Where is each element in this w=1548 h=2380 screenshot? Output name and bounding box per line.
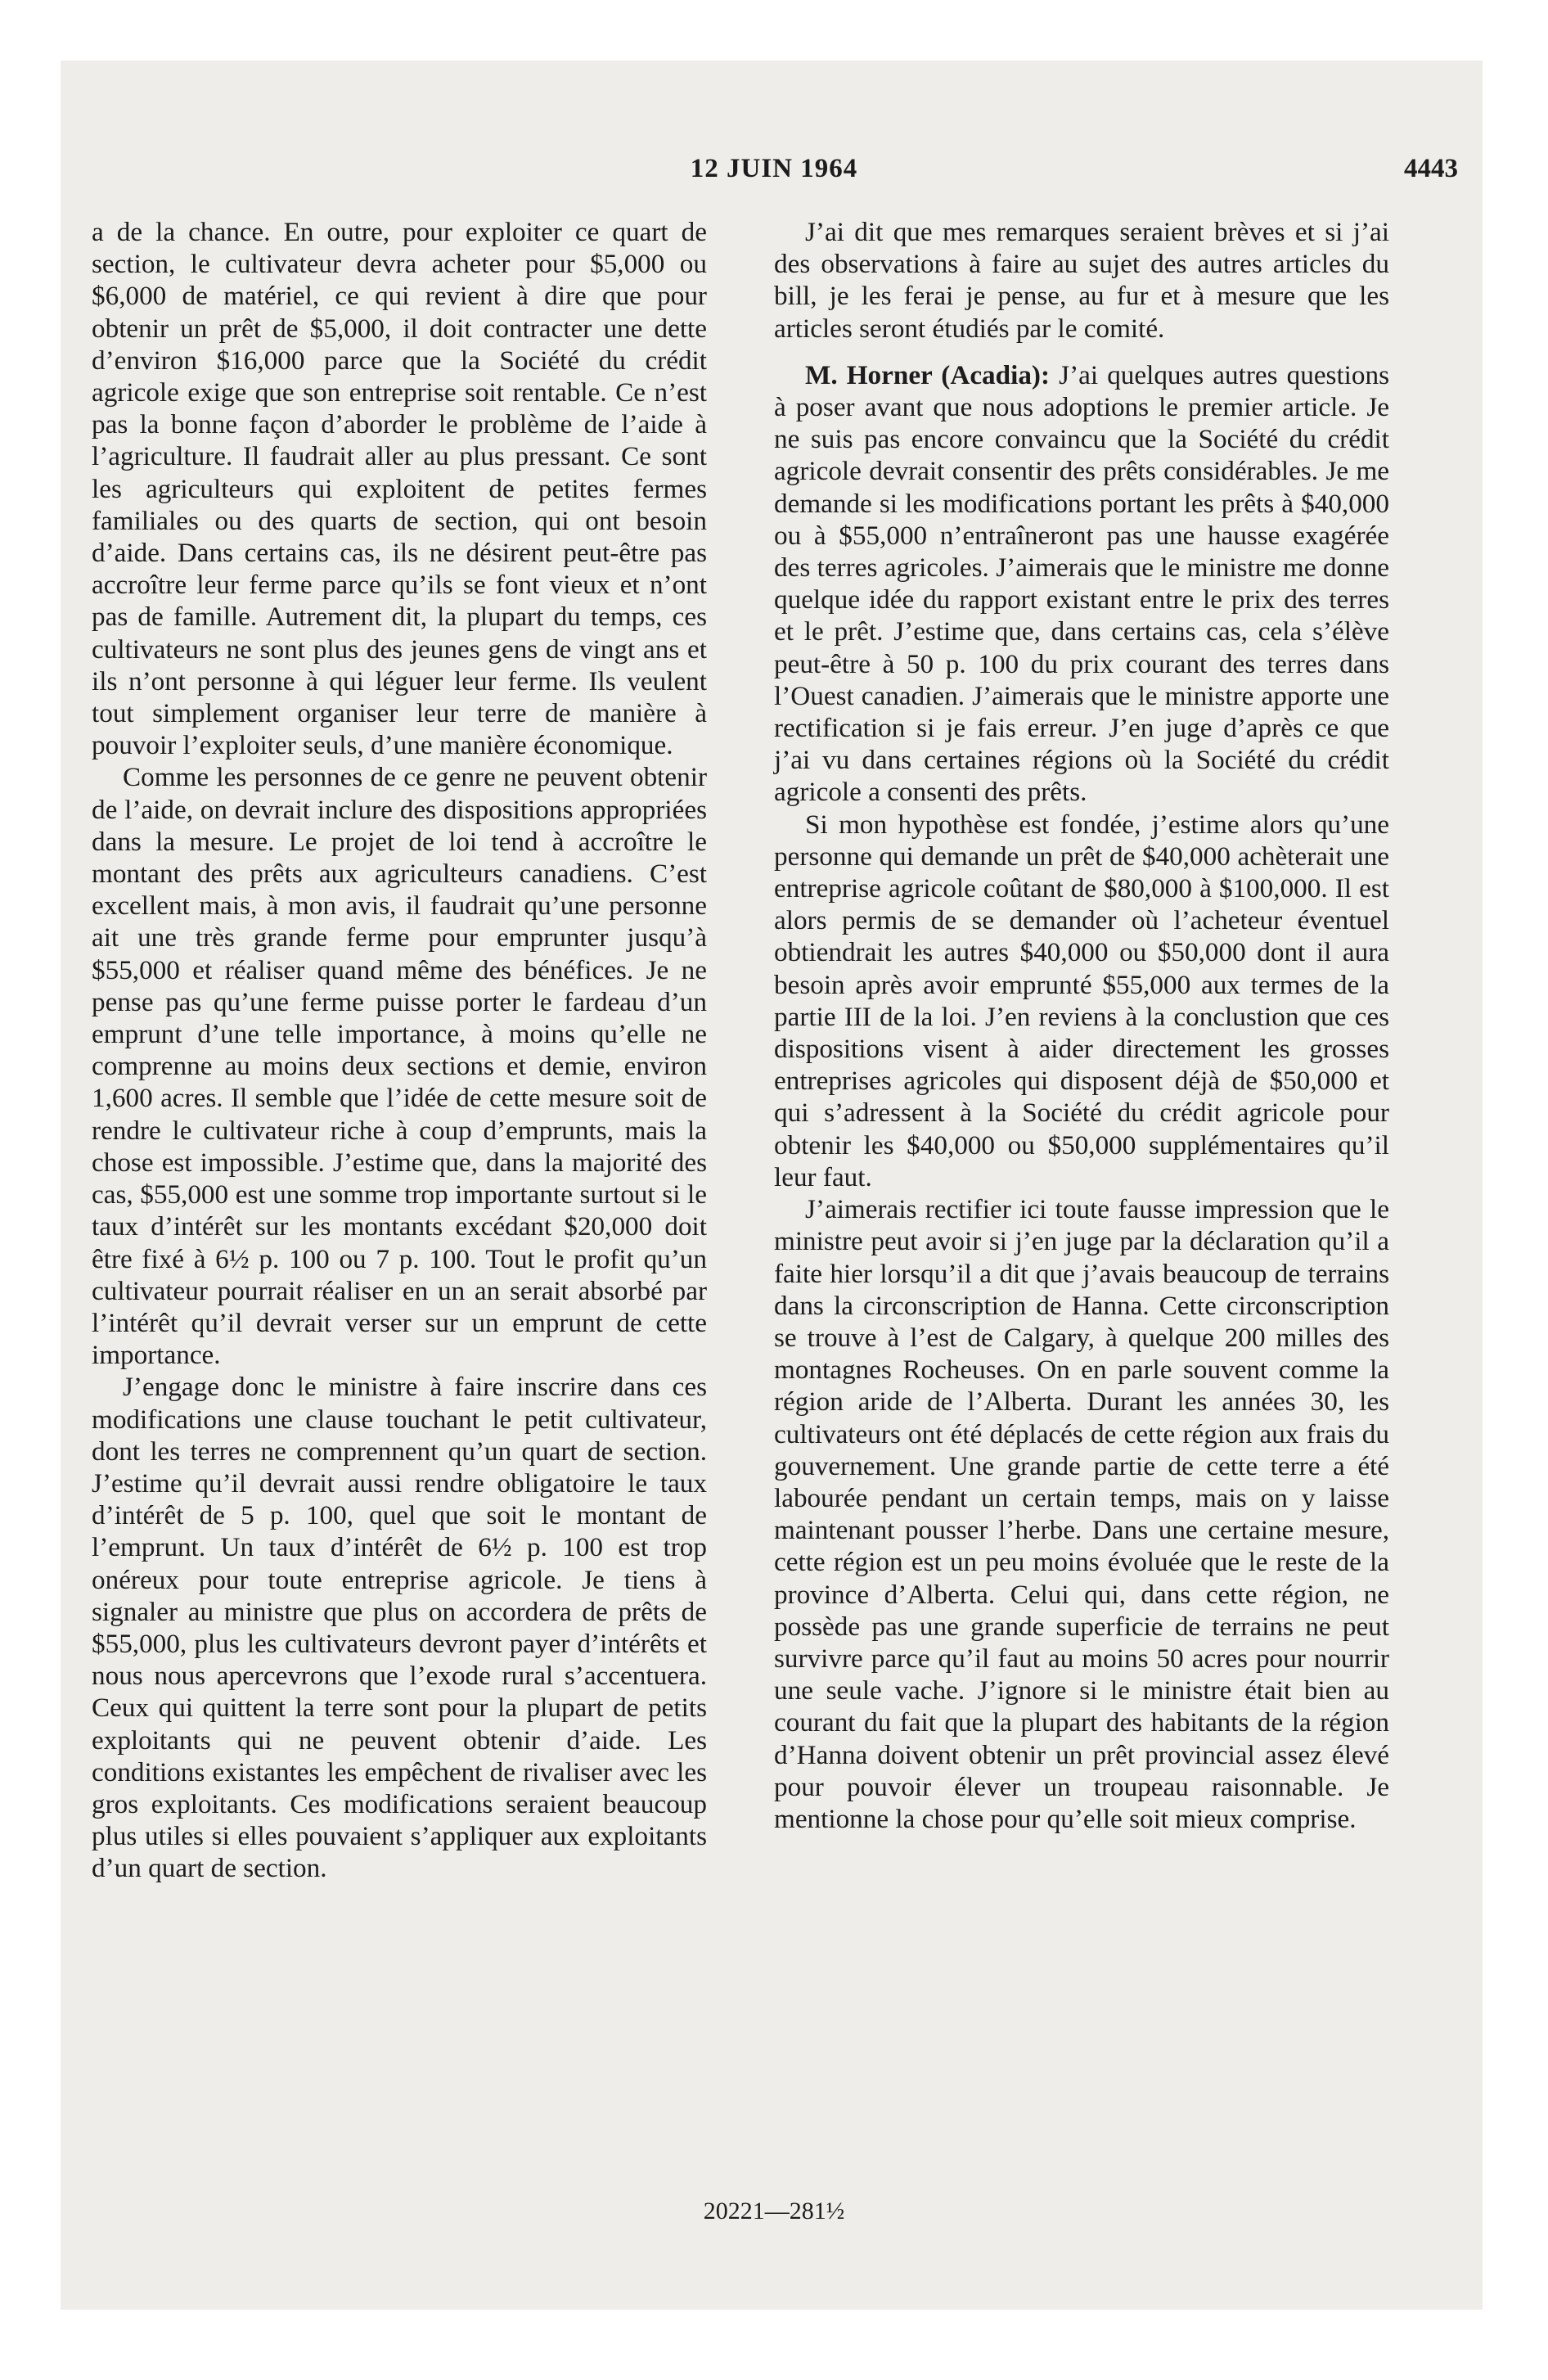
speaker-name: M. Horner (Acadia):	[805, 359, 1051, 390]
paragraph: J’aimerais rectifier ici toute fausse impression que le ministre peut avoir si j’en juge par la déclaration qu’il a faite hier lorsqu’il a dit que j’avais beaucoup de terrains dans la circonscription de Hanna. Cette circonscription se trouve à l’est de Calgary, à quelque 200 milles des montagnes Rocheuses. On en parle souvent comme la région aride de l’Alberta. Durant les années 30, les cultivateurs ont été déplacés de cette région aux frais du gouvernement. Une grande partie de cette terre a été labourée pendant un certain temps, mais on y laisse maintenant pousser l’herbe. Dans une certaine mesure, cette région est un peu moins évoluée que le reste de la province d’Alberta. Celui qui, dans cette région, ne possède pas une grande superficie de terrains ne peut survivre parce qu’il faut au moins 50 acres pour nourrir une seule vache. J’ignore si le ministre était bien au courant du fait que la plupart des habitants de la région d’Hanna doivent obtenir un prêt provincial assez élevé pour pouvoir élever un troupeau raisonnable. Je mentionne la chose pour qu’elle soit mieux comprise.	[774, 1194, 1389, 1834]
page-number: 4443	[1404, 154, 1458, 183]
paragraph: Comme les personnes de ce genre ne peuvent obtenir de l’aide, on devrait inclure des dispositions appropriées dans la mesure. Le projet de loi tend à accroître le montant des prêts aux agriculteurs canadiens. C’est excellent mais, à mon avis, il faudrait qu’une personne ait une très grande ferme pour emprunter jusqu’à $55,000 et réaliser quand même des bénéfices. Je ne pense pas qu’une ferme puisse porter le fardeau d’un emprunt d’une telle importance, à moins qu’elle ne comprenne au moins deux sections et demie, environ 1,600 acres. Il semble que l’idée de cette mesure soit de rendre le cultivateur riche à coup d’emprunts, mais la chose est impossible. J’estime que, dans la majorité des cas, $55,000 est une somme trop importante surtout si le taux d’intérêt sur les montants excédant $20,000 doit être fixé à 6½ p. 100 ou 7 p. 100. Tout le profit qu’un cultivateur pourrait réaliser en un an serait absorbé par l’intérêt qu’il devrait verser sur un emprunt de cette importance.	[92, 762, 707, 1371]
paragraph: J’engage donc le ministre à faire inscrire dans ces modifications une clause touchant le petit cultivateur, dont les terres ne comprennent qu’un quart de section. J’estime qu’il devrait aussi rendre obligatoire le taux d’intérêt de 5 p. 100, quel que soit le montant de l’emprunt. Un taux d’intérêt de 6½ p. 100 est trop onéreux pour toute entreprise agricole. Je tiens à signaler au ministre que plus on accordera de prêts de $55,000, plus les cultivateurs devront payer d’intérêts et nous nous apercevrons que l’exode rural s’accentuera. Ceux qui quittent la terre sont pour la plupart de petits exploitants qui ne peuvent obtenir d’aide. Les conditions existantes les empêchent de rivaliser avec les gros exploitants. Ces modifications seraient beaucoup plus utiles si elles pouvaient s’appliquer aux exploitants d’un quart de section.	[92, 1372, 707, 1884]
paragraph: J’ai dit que mes remarques seraient brèves et si j’ai des observations à faire au sujet des autres articles du bill, je les ferai je pense, au fur et à mesure que les articles seront étudiés par le comité.	[774, 217, 1389, 344]
page-header	[90, 154, 1458, 187]
printer-signature: 20221—281½	[703, 2197, 845, 2224]
speaker-paragraph	[774, 359, 1389, 809]
paragraph: a de la chance. En outre, pour exploiter ce quart de section, le cultivateur devra acheter pour $5,000 ou $6,000 de matériel, ce qui revient à dire que pour obtenir un prêt de $5,000, il doit contracter une dette d’environ $16,000 parce que la Société du crédit agricole exige que son entreprise soit rentable. Ce n’est pas la bonne façon d’aborder le problème de l’aide à l’agriculture. Il faudrait aller au plus pressant. Ce sont les agriculteurs qui exploitent de petites fermes familiales ou des quarts de section, qui ont besoin d’aide. Dans certains cas, ils ne désirent peut-être pas accroître leur ferme parce qu’ils se font vieux et n’ont pas de famille. Autrement dit, la plupart du temps, ces cultivateurs ne sont plus des jeunes gens de vingt ans et ils n’ont personne à qui léguer leur ferme. Ils veulent tout simplement organiser leur terre de manière à pouvoir l’exploiter seuls, d’une manière économique.	[92, 217, 707, 761]
left-column	[92, 216, 707, 1885]
header-date: 12 JUIN 1964	[690, 154, 858, 183]
paragraph-text: J’ai quelques autres questions à poser avant que nous adoptions le premier article. Je ne suis pas encore convaincu que la Société du crédit agricole devrait consentir des prêts considérables. Je me demande si les modifications portant les prêts à $40,000 ou à $55,000 n’entraîneront pas une hausse exagérée des terres agricoles. J’aimerais que le ministre me donne quelque idée du rapport existant entre le prix des terres et le prêt. J’estime que, dans certains cas, cela s’élève peut-être à 50 p. 100 du prix courant des terres dans l’Ouest canadien. J’aimerais que le ministre apporte une rectification si je fais erreur. J’en juge d’après ce que j’ai vu dans certaines régions où la Société du crédit agricole a consenti des prêts.	[774, 359, 1390, 808]
right-column	[774, 216, 1389, 1835]
paragraph: Si mon hypothèse est fondée, j’estime alors qu’une personne qui demande un prêt de $40,000 achèterait une entreprise agricole coûtant de $80,000 à $100,000. Il est alors permis de se demander où l’acheteur éventuel obtiendrait les autres $40,000 ou $50,000 dont il aura besoin après avoir emprunté $55,000 aux termes de la partie III de la loi. J’en reviens à la conclustion que ces dispositions visent à aider directement les grosses entreprises agricoles qui disposent déjà de $50,000 et qui s’adressent à la Société du crédit agricole pour obtenir les $40,000 ou $50,000 supplémentaires qu’il leur faut.	[774, 809, 1389, 1192]
